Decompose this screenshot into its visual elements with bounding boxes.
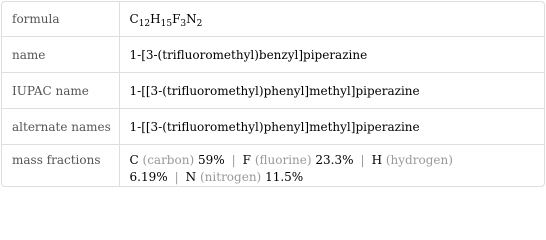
row-formula: [2, 2, 544, 37]
label-iupac-name: IUPAC name: [2, 73, 119, 109]
value-mass-fractions: [119, 145, 544, 188]
formula-subscript: 15: [160, 19, 173, 29]
formula-subscript: 2: [196, 19, 203, 29]
row-alternate-names: [2, 109, 544, 145]
mass-fraction-nitrogen: [186, 170, 304, 184]
formula-element: H: [150, 12, 161, 26]
separator: |: [174, 170, 179, 184]
element-symbol: H: [371, 153, 383, 167]
mass-fraction-carbon: [130, 153, 225, 167]
element-percent: 11.5%: [265, 170, 304, 184]
formula-subscript: 12: [138, 19, 151, 29]
element-name: (carbon): [142, 153, 195, 167]
value-alternate-names: 1-[[3-(trifluoromethyl)phenyl]methyl]piperazine: [119, 109, 544, 145]
compound-properties-table: [1, 1, 545, 187]
value-formula: [119, 2, 544, 37]
value-iupac-name: 1-[[3-(trifluoromethyl)phenyl]methyl]piperazine: [119, 73, 544, 109]
properties-table: [2, 2, 544, 187]
element-name: (hydrogen): [385, 153, 453, 167]
element-symbol: N: [185, 170, 197, 184]
label-formula: formula: [2, 2, 119, 37]
value-name: 1-[3-(trifluoromethyl)benzyl]piperazine: [119, 37, 544, 73]
formula-element: N: [186, 12, 197, 26]
mass-fraction-hydrogen: [372, 153, 453, 167]
label-name: name: [2, 37, 119, 73]
formula-element: F: [172, 12, 181, 26]
element-name: (fluorine): [254, 153, 312, 167]
formula-subscript: 3: [180, 19, 187, 29]
separator: |: [231, 153, 236, 167]
row-iupac-name: [2, 73, 544, 109]
label-alternate-names: alternate names: [2, 109, 119, 145]
element-percent: 23.3%: [315, 153, 354, 167]
element-percent: 59%: [197, 153, 225, 167]
formula-element: C: [129, 12, 139, 26]
element-symbol: F: [242, 153, 251, 167]
separator: |: [360, 153, 365, 167]
mass-fraction-hydrogen-percent: 6.19%: [129, 170, 168, 184]
label-mass-fractions: mass fractions: [2, 145, 119, 188]
row-mass-fractions: [2, 145, 544, 188]
mass-fraction-fluorine: [243, 153, 354, 167]
element-symbol: C: [129, 153, 139, 167]
row-name: [2, 37, 544, 73]
element-name: (nitrogen): [200, 170, 262, 184]
